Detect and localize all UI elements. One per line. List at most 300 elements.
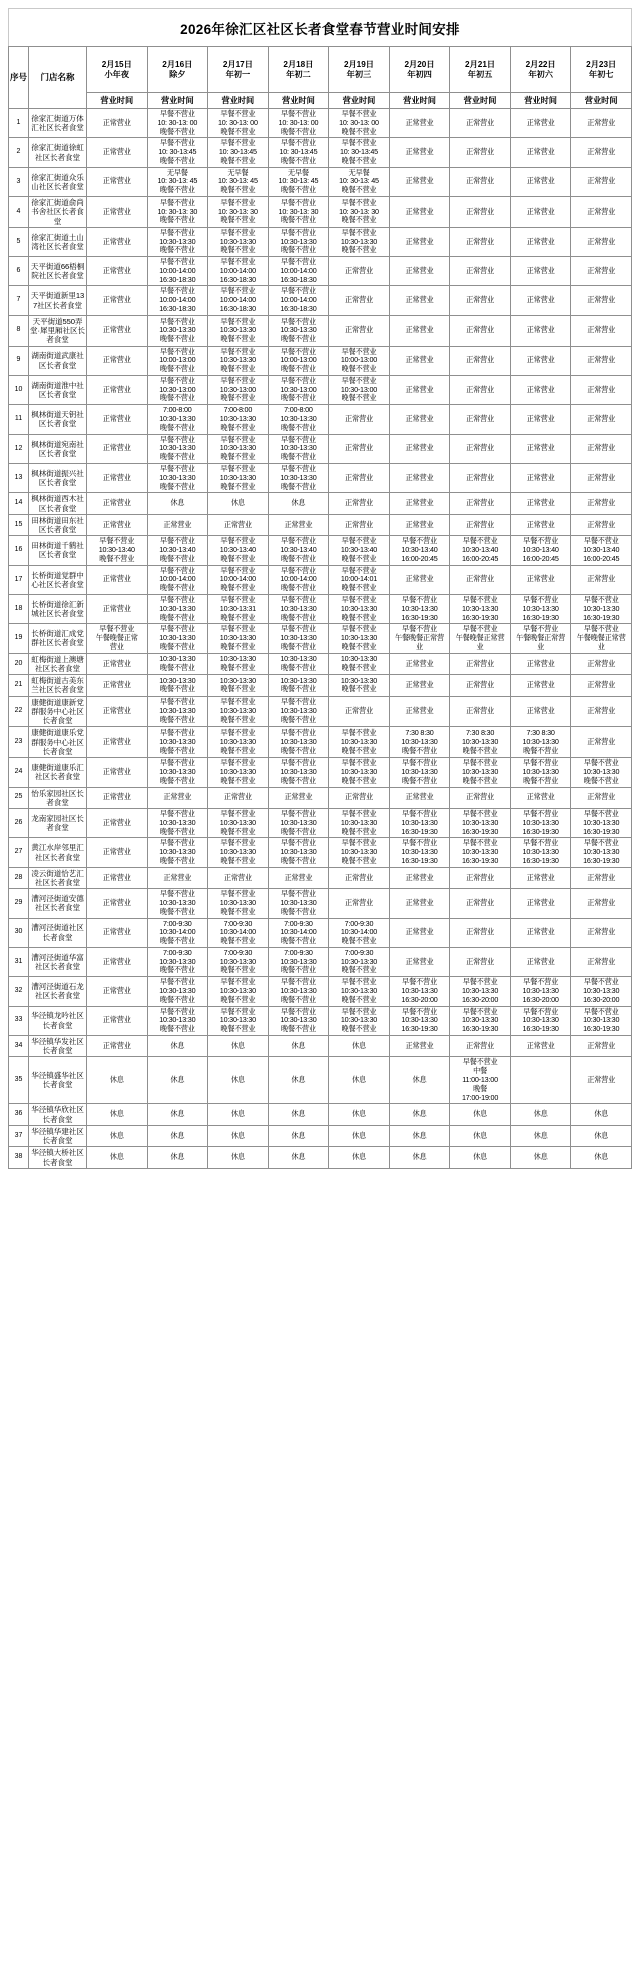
hours-line: 休息	[412, 1152, 427, 1162]
hours-line: 正常营业	[102, 680, 131, 690]
hours-cell	[510, 375, 571, 404]
hours-line: 10:30-13:40	[461, 545, 499, 555]
hours-line: 10:30-13:30	[159, 414, 196, 424]
hours-line: 休息	[351, 1074, 366, 1084]
hours-line: 正常营业	[405, 927, 434, 937]
hours-line: 正常营业	[466, 519, 495, 529]
hours-line: 16:30-19:30	[461, 1024, 499, 1034]
hours-cell	[87, 514, 148, 536]
hours-line: 早餐不营业	[220, 728, 256, 738]
hours-cell	[208, 1035, 269, 1057]
hours-line: 晚餐不营业	[220, 185, 256, 195]
hours-line: 早餐不营业	[523, 594, 559, 604]
store-name-cell: 徐家汇街道俞尚书舍社区长者食堂	[29, 197, 87, 228]
hours-line: 16:30-19:30	[401, 826, 438, 836]
hours-line: 10:30-13:30	[401, 847, 438, 857]
hours-cell	[571, 346, 632, 375]
hours-cell	[571, 624, 632, 653]
hours-line: 正常营业	[466, 706, 495, 716]
hours-line: 正常营业	[526, 519, 555, 529]
hours-line: 晚餐不营业	[159, 215, 195, 225]
hours-line: 晚餐不营业	[341, 215, 377, 225]
store-name-cell: 长桥街道徐汇新城社区长者食堂	[29, 594, 87, 623]
hours-line: 正常营业	[466, 325, 495, 335]
hours-line: 晚餐不营业	[280, 936, 316, 946]
hours-line: 正常营业	[587, 147, 616, 157]
hours-line: 晚餐不营业	[341, 1024, 377, 1034]
hours-line: 10: 30-13:45	[158, 147, 197, 157]
hours-line: 10: 30-13: 00	[339, 117, 379, 127]
hours-line: 早餐不营业	[280, 624, 316, 634]
hours-line: 晚餐不营业	[159, 245, 195, 255]
hours-cell	[571, 1006, 632, 1035]
hours-line: 正常营业	[102, 927, 131, 937]
hours-line: 午餐晚餐正常营	[395, 633, 444, 643]
hours-line: 正常营业	[344, 472, 373, 482]
hours-line: 早餐不营业	[280, 838, 316, 848]
hours-cell	[389, 493, 450, 515]
hours-line: 正常营业	[344, 792, 373, 802]
hours-line: 正常营业	[587, 295, 616, 305]
hours-line: 休息	[170, 1130, 185, 1140]
hours-line: 早餐不营业	[99, 536, 135, 546]
hours-line: 正常营业	[466, 792, 495, 802]
header-date-value: 2月16日	[162, 59, 193, 69]
hours-line: 早餐不营业	[159, 463, 195, 473]
hours-cell	[87, 918, 148, 947]
hours-cell	[87, 838, 148, 867]
hours-line: 早餐不营业	[583, 624, 619, 634]
hours-line: 晚餐不营业	[341, 855, 377, 865]
hours-cell	[87, 138, 148, 167]
hours-line: 正常营业	[587, 384, 616, 394]
hours-line: 正常营业	[587, 355, 616, 365]
hours-line: 休息	[351, 1109, 366, 1119]
hours-line: 正常营业	[405, 574, 434, 584]
hours-cell	[571, 889, 632, 918]
hours-line: 10:30-13:30	[522, 736, 559, 746]
table-row	[9, 1035, 632, 1057]
hours-line: 正常营业	[284, 792, 313, 802]
hours-line: 晚餐不营业	[280, 583, 316, 593]
hours-line: 早餐不营业	[280, 257, 316, 267]
hours-cell	[147, 758, 208, 787]
hours-line: 晚餐不营业	[341, 684, 377, 694]
hours-cell	[147, 257, 208, 286]
hours-line: 正常营业	[102, 206, 131, 216]
table-row	[9, 405, 632, 434]
hours-cell	[87, 1057, 148, 1104]
header-hours-label-col-5: 营业时间	[329, 93, 390, 109]
row-sequence-number: 21	[9, 675, 29, 697]
header-hours-label-col-8: 营业时间	[510, 93, 571, 109]
hours-line: 早餐不营业	[341, 624, 377, 634]
hours-cell	[147, 977, 208, 1006]
hours-cell	[510, 675, 571, 697]
hours-line: 休息	[170, 1074, 185, 1084]
hours-line: 早餐不营业	[583, 536, 619, 546]
hours-line: 16:30-19:30	[461, 855, 499, 865]
hours-cell	[208, 1125, 269, 1147]
hours-cell	[450, 624, 511, 653]
hours-cell	[268, 1035, 329, 1057]
hours-line: 10:30-13:30	[219, 472, 256, 482]
hours-line: 16:30-19:30	[583, 855, 620, 865]
store-name-cell: 华泾镇盛华社区长者食堂	[29, 1057, 87, 1104]
hours-cell	[571, 167, 632, 196]
store-name-cell: 怡乐家园社区长者食堂	[29, 787, 87, 809]
hours-line: 正常营业	[102, 766, 131, 776]
row-sequence-number: 17	[9, 565, 29, 594]
hours-cell	[268, 197, 329, 228]
hours-line: 7:30 8:30	[526, 728, 555, 738]
header-date-value: 2月17日	[222, 59, 253, 69]
table-row	[9, 675, 632, 697]
hours-cell	[510, 197, 571, 228]
hours-line: 10:30-13:30	[583, 766, 620, 776]
store-name-cell: 枫林街道宛南社区长者食堂	[29, 434, 87, 463]
hours-line: 正常营业	[526, 872, 555, 882]
hours-cell	[510, 624, 571, 653]
hours-line: 晚餐不营业	[159, 481, 195, 491]
hours-line: 10:30-13:30	[159, 766, 196, 776]
hours-cell	[329, 565, 390, 594]
hours-cell	[268, 977, 329, 1006]
hours-cell	[268, 375, 329, 404]
hours-cell	[268, 809, 329, 838]
hours-cell	[329, 197, 390, 228]
store-name-cell: 康健街道康新党群服务中心社区长者食堂	[29, 696, 87, 727]
store-name-cell: 田林街道千鹤社区长者食堂	[29, 536, 87, 565]
hours-line: 休息	[351, 1130, 366, 1140]
row-sequence-number: 23	[9, 727, 29, 758]
hours-line: 晚餐不营业	[159, 155, 195, 165]
hours-line: 早餐不营业	[462, 536, 498, 546]
hours-line: 10:30-13:30	[159, 603, 196, 613]
hours-cell	[147, 838, 208, 867]
row-sequence-number: 26	[9, 809, 29, 838]
hours-line: 10:30-13:30	[461, 1015, 499, 1025]
table-row	[9, 346, 632, 375]
hours-cell	[329, 493, 390, 515]
hours-line: 10:00-14:00	[219, 574, 256, 584]
hours-line: 早餐不营业	[220, 536, 256, 546]
hours-line: 10:30-13:30	[583, 986, 620, 995]
hours-line: 10:30-13:30	[401, 736, 438, 746]
hours-cell	[147, 624, 208, 653]
hours-cell	[268, 346, 329, 375]
hours-line: 10:00-14:00	[219, 295, 256, 305]
hours-line: 正常营业	[102, 443, 131, 453]
hours-line: 晚餐不营业	[159, 714, 195, 724]
hours-line: 10:30-13:30	[219, 817, 256, 827]
hours-cell	[147, 565, 208, 594]
hours-line: 休息	[533, 1109, 548, 1119]
hours-line: 早餐不营业	[583, 1006, 619, 1016]
header-date-col-3	[208, 47, 269, 93]
hours-line: 正常营业	[163, 519, 192, 529]
hours-line: 正常营业	[102, 574, 131, 584]
hours-cell	[329, 624, 390, 653]
hours-cell	[268, 594, 329, 623]
hours-line: 晚餐不营业	[220, 215, 256, 225]
hours-cell	[268, 315, 329, 346]
hours-line: 17:00-19:00	[461, 1092, 499, 1102]
hours-line: 16:30-18:30	[219, 304, 256, 314]
hours-line: 正常营业	[405, 658, 434, 668]
hours-cell	[147, 286, 208, 315]
row-sequence-number: 24	[9, 758, 29, 787]
hours-cell	[510, 565, 571, 594]
hours-line: 10:30-13:30	[219, 325, 256, 335]
hours-line: 正常营业	[587, 927, 616, 937]
hours-line: 早餐不营业	[220, 697, 256, 707]
hours-cell	[450, 758, 511, 787]
hours-line: 10:30-13:30	[219, 1015, 256, 1025]
hours-cell	[147, 696, 208, 727]
hours-cell	[389, 977, 450, 1006]
hours-line: 正常营业	[526, 1040, 555, 1050]
hours-cell	[268, 624, 329, 653]
hours-line: 10: 30-13: 00	[278, 117, 319, 127]
hours-line: 10:30-13:40	[340, 545, 378, 555]
table-row	[9, 375, 632, 404]
hours-cell	[147, 1147, 208, 1169]
hours-line: 早餐不营业	[159, 838, 195, 848]
hours-line: 10:30-13:30	[280, 675, 317, 685]
hours-line: 正常营业	[405, 872, 434, 882]
hours-line: 正常营业	[102, 355, 131, 365]
hours-cell	[389, 787, 450, 809]
hours-cell	[147, 809, 208, 838]
store-name-cell: 漕河泾街道安德社区长者食堂	[29, 889, 87, 918]
hours-line: 晚餐不营业	[220, 126, 256, 136]
hours-cell	[450, 977, 511, 1006]
hours-cell	[87, 315, 148, 346]
hours-line: 晚餐不营业	[341, 185, 377, 195]
hours-cell	[510, 889, 571, 918]
hours-line: 无早餐	[287, 167, 309, 177]
hours-cell	[450, 1006, 511, 1035]
hours-cell	[208, 434, 269, 463]
hours-line: 10:30-13:00	[280, 384, 317, 394]
hours-line: 正常营业	[587, 706, 616, 716]
hours-cell	[147, 1006, 208, 1035]
header-date-col-5	[329, 47, 390, 93]
hours-cell	[571, 947, 632, 976]
hours-cell	[450, 594, 511, 623]
hours-line: 正常营业	[344, 325, 373, 335]
hours-line: 晚餐不营业	[341, 126, 377, 136]
header-date-value: 2月22日	[525, 59, 556, 69]
hours-line: 早餐不营业	[159, 536, 195, 546]
hours-line: 10:30-13:30	[340, 986, 378, 995]
hours-line: 正常营业	[344, 265, 373, 275]
store-name-cell: 黄江水岸邻里汇社区长者食堂	[29, 838, 87, 867]
hours-line: 晚餐不营业	[220, 662, 256, 672]
hours-line: 正常营业	[163, 792, 192, 802]
row-sequence-number: 5	[9, 227, 29, 256]
hours-cell	[268, 1125, 329, 1147]
hours-line: 10:30-13:30	[219, 654, 256, 664]
hours-cell	[208, 493, 269, 515]
hours-cell	[450, 493, 511, 515]
hours-line: 晚餐不营业	[159, 965, 195, 975]
hours-cell	[147, 867, 208, 889]
hours-cell	[208, 138, 269, 167]
hours-line: 10:00-14:00	[219, 265, 256, 275]
hours-line: 早餐不营业	[280, 434, 316, 444]
store-name-cell: 华泾镇华发社区长者食堂	[29, 1035, 87, 1057]
hours-line: 晚餐不营业	[341, 775, 377, 785]
hours-line: 正常营业	[466, 658, 495, 668]
hours-cell	[87, 809, 148, 838]
table-head	[9, 47, 632, 109]
hours-cell	[450, 565, 511, 594]
hours-cell	[450, 375, 511, 404]
hours-cell	[571, 375, 632, 404]
store-name-cell: 长桥街道觉群中心社区长者食堂	[29, 565, 87, 594]
table-row	[9, 493, 632, 515]
hours-line: 早餐不营业	[583, 977, 619, 987]
hours-cell	[147, 536, 208, 565]
hours-line: 10: 30-13: 30	[278, 206, 319, 216]
hours-line: 10:30-13:30	[159, 633, 196, 643]
hours-cell	[450, 167, 511, 196]
hours-cell	[87, 197, 148, 228]
hours-cell	[208, 594, 269, 623]
hours-line: 10:30-13:30	[219, 675, 256, 685]
row-sequence-number: 2	[9, 138, 29, 167]
hours-line: 早餐不营业	[402, 977, 437, 987]
hours-line: 16:30-19:30	[522, 612, 559, 622]
hours-line: 晚餐不营业	[280, 965, 316, 975]
hours-line: 早餐不营业	[583, 809, 619, 818]
hours-line: 午餐晚餐正常营	[576, 633, 626, 643]
hours-cell	[510, 918, 571, 947]
hours-cell	[450, 1057, 511, 1104]
header-seq: 序号	[9, 47, 29, 109]
hours-cell	[389, 624, 450, 653]
hours-line: 早餐不营业	[341, 1006, 377, 1016]
hours-line: 正常营业	[102, 956, 131, 966]
hours-cell	[268, 838, 329, 867]
hours-line: 10:30-13:30	[340, 654, 378, 664]
hours-cell	[450, 727, 511, 758]
hours-cell	[208, 286, 269, 315]
hours-line: 正常营业	[526, 265, 555, 275]
store-name-cell: 徐家汇街道万体汇社区长者食堂	[29, 109, 87, 138]
hours-line: 正常营业	[526, 147, 555, 157]
hours-line: 正常营业	[526, 897, 555, 907]
hours-line: 10:00-14:00	[280, 265, 317, 275]
hours-line: 晚餐不营业	[280, 906, 316, 916]
hours-cell	[87, 346, 148, 375]
hours-cell	[208, 1006, 269, 1035]
hours-cell	[208, 1147, 269, 1169]
row-sequence-number: 34	[9, 1035, 29, 1057]
header-festival-name: 年初五	[467, 69, 493, 79]
hours-line: 正常营业	[526, 355, 555, 365]
hours-line: 16:30-20:00	[401, 994, 438, 1004]
table-row	[9, 624, 632, 653]
hours-line: 早餐不营业	[341, 977, 377, 987]
hours-line: 正常营业	[526, 206, 555, 216]
hours-line: 10:00-14:01	[340, 574, 378, 584]
hours-line: 休息	[230, 1130, 245, 1140]
hours-line: 晚餐不营业	[159, 775, 195, 785]
hours-cell	[571, 493, 632, 515]
hours-cell	[450, 809, 511, 838]
hours-line: 早餐不营业	[159, 316, 195, 326]
hours-line: 早餐不营业	[280, 227, 316, 237]
hours-cell	[147, 405, 208, 434]
hours-cell	[268, 493, 329, 515]
hours-line: 早餐不营业	[583, 758, 619, 768]
hours-line: 早餐不营业	[159, 758, 195, 768]
hours-cell	[147, 889, 208, 918]
hours-cell	[87, 889, 148, 918]
hours-line: 休息	[291, 1109, 306, 1119]
store-name-cell: 徐家汇街道土山湾社区长者食堂	[29, 227, 87, 256]
hours-line: 早餐不营业	[280, 758, 316, 768]
hours-cell	[329, 463, 390, 492]
hours-line: 晚餐不营业	[159, 185, 195, 195]
store-name-cell: 龙南家园社区长者食堂	[29, 809, 87, 838]
hours-line: 10: 30-13: 30	[157, 206, 198, 216]
hours-line: 休息	[109, 1152, 124, 1162]
hours-line: 正常营业	[405, 265, 434, 275]
hours-cell	[510, 514, 571, 536]
hours-line: 正常营业	[344, 443, 373, 453]
hours-line: 晚餐不营业	[341, 245, 377, 255]
hours-line: 7:00-9:30	[163, 947, 192, 957]
hours-cell	[329, 346, 390, 375]
hours-line: 正常营业	[526, 414, 555, 424]
row-sequence-number: 8	[9, 315, 29, 346]
hours-cell	[329, 375, 390, 404]
hours-line: 晚餐不营业	[462, 775, 498, 785]
hours-cell	[87, 286, 148, 315]
hours-line: 10:30-13:30	[159, 236, 196, 246]
hours-line: 正常营业	[405, 443, 434, 453]
hours-cell	[208, 727, 269, 758]
hours-line: 无早餐	[166, 167, 188, 177]
hours-cell	[329, 1147, 390, 1169]
hours-line: 休息	[412, 1109, 427, 1119]
hours-cell	[268, 167, 329, 196]
hours-line: 正常营业	[587, 176, 616, 186]
hours-line: 7:00-8:00	[163, 405, 192, 415]
hours-cell	[450, 1125, 511, 1147]
hours-cell	[389, 536, 450, 565]
hours-line: 16:30-19:30	[401, 612, 438, 622]
hours-cell	[329, 675, 390, 697]
hours-line: 正常营业	[405, 325, 434, 335]
hours-line: 晚餐不营业	[220, 155, 256, 165]
hours-cell	[208, 514, 269, 536]
hours-line: 16:30-19:30	[401, 855, 438, 865]
hours-cell	[87, 109, 148, 138]
hours-cell	[268, 565, 329, 594]
hours-line: 正常营业	[466, 680, 495, 690]
table-row	[9, 696, 632, 727]
hours-cell	[147, 1104, 208, 1126]
table-row	[9, 727, 632, 758]
hours-line: 正常营业	[344, 498, 373, 508]
hours-line: 早餐不营业	[280, 197, 316, 207]
hours-cell	[208, 167, 269, 196]
